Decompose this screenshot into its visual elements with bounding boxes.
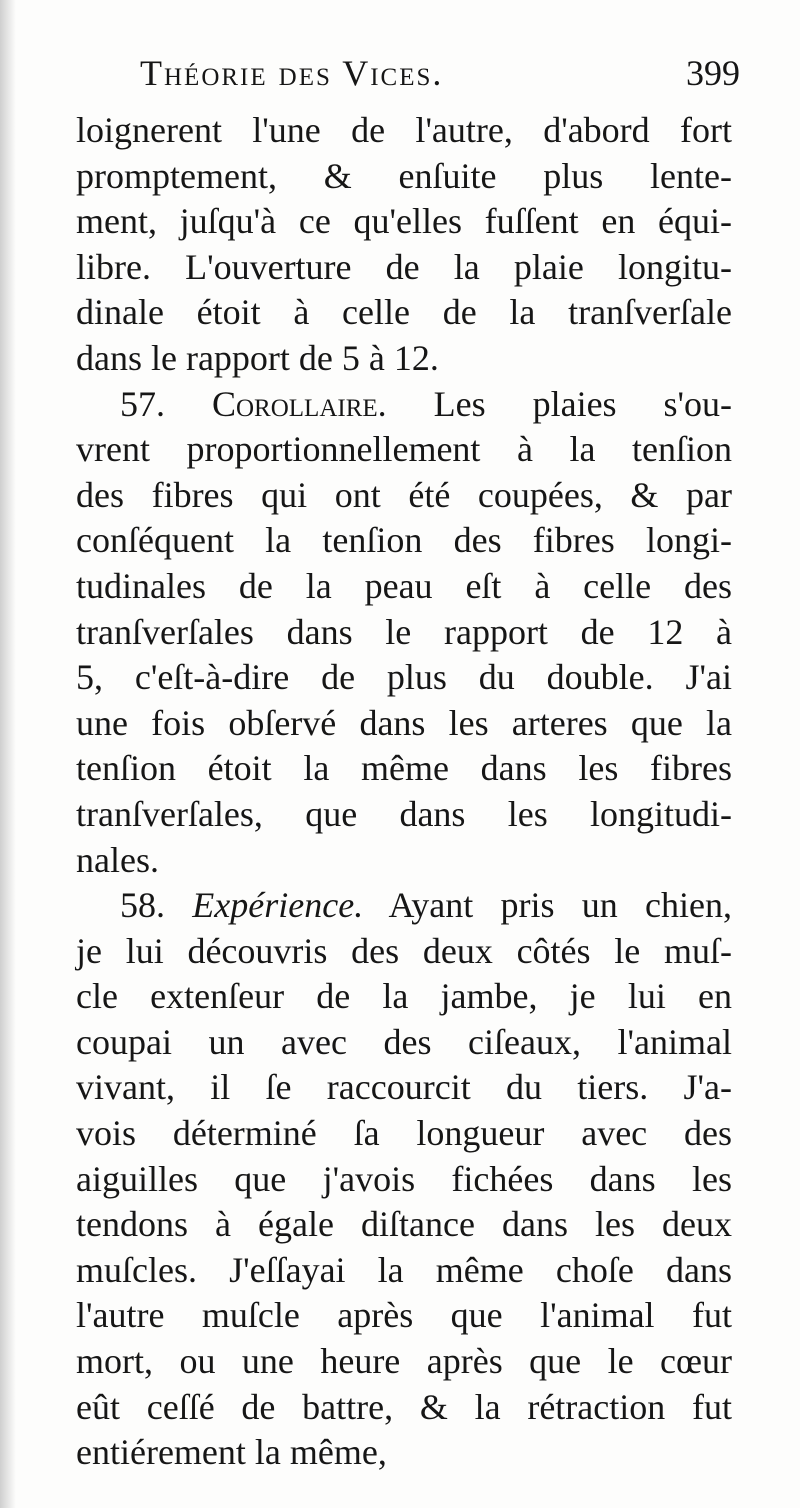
running-title: Théorie des Vices. [140, 53, 444, 93]
text-line: tudinales de la peau eſt à celle des [76, 565, 732, 606]
text-line: eût ceſſé de battre, & la rétraction fut [76, 1386, 732, 1427]
text-line: vois déterminé ſa longueur avec des [76, 1113, 732, 1154]
text-line: dinale étoit à celle de la tranſverſale [76, 292, 732, 333]
text-line: muſcles. J'eſſayai la même choſe dans [76, 1249, 732, 1290]
body-text [76, 108, 732, 1476]
text-line: tranſverſales, que dans les longitudi- [76, 793, 732, 834]
page-number: 399 [686, 53, 740, 93]
text-line: cle extenſeur de la jambe, je lui en [76, 976, 732, 1017]
paragraph-opening-text: Les plaies s'ou- [433, 383, 733, 424]
text-line: coupai un avec des ciſeaux, l'animal [76, 1021, 732, 1062]
paragraph-57-opening [76, 382, 732, 428]
text-line: tendons à égale diſtance dans les deux [76, 1204, 732, 1245]
paragraph-opening-text: Ayant pris un chien, [388, 885, 733, 926]
text-line: tranſverſales dans le rapport de 12 à [76, 611, 732, 652]
text-line: entiérement la même, [76, 1432, 387, 1473]
paragraph-number: 58. [120, 885, 165, 926]
text-line: loignerent l'une de l'autre, d'abord fort [76, 110, 732, 150]
text-line: une fois obſervé dans les arteres que la [76, 702, 732, 743]
text-line: conſéquent la tenſion des fibres longi- [76, 520, 732, 561]
text-line: mort, ou une heure après que le cœur [76, 1341, 732, 1382]
text-line: 5, c'eſt-à-dire de plus du double. J'ai [76, 657, 732, 698]
text-line: vrent proportionnellement à la tenſion [76, 429, 732, 470]
text-line: ment, juſqu'à ce qu'elles fuſſent en équi- [76, 201, 732, 242]
text-line: tenſion étoit la même dans les fibres [76, 748, 732, 789]
paragraph-number: 57. [120, 383, 165, 424]
text-line: libre. L'ouverture de la plaie longitu- [76, 246, 732, 287]
page-header [140, 52, 740, 102]
paragraph-heading: Expérience. [192, 885, 364, 926]
text-line: je lui découvris des deux côtés le muſ- [76, 930, 732, 971]
paragraph-58-opening [76, 883, 732, 929]
gutter-shadow [0, 0, 16, 1508]
text-line: dans le rapport de 5 à 12. [76, 337, 439, 378]
text-line: promptement, & enſuite plus lente- [76, 155, 732, 196]
text-line: nales. [76, 839, 159, 880]
paragraph-heading: Corollaire. [211, 383, 387, 424]
text-line: des fibres qui ont été coupées, & par [76, 474, 732, 515]
text-line: aiguilles que j'avois fichées dans les [76, 1158, 732, 1199]
text-line: vivant, il ſe raccourcit du tiers. J'a- [76, 1067, 732, 1108]
text-line: l'autre muſcle après que l'animal fut [76, 1295, 732, 1336]
